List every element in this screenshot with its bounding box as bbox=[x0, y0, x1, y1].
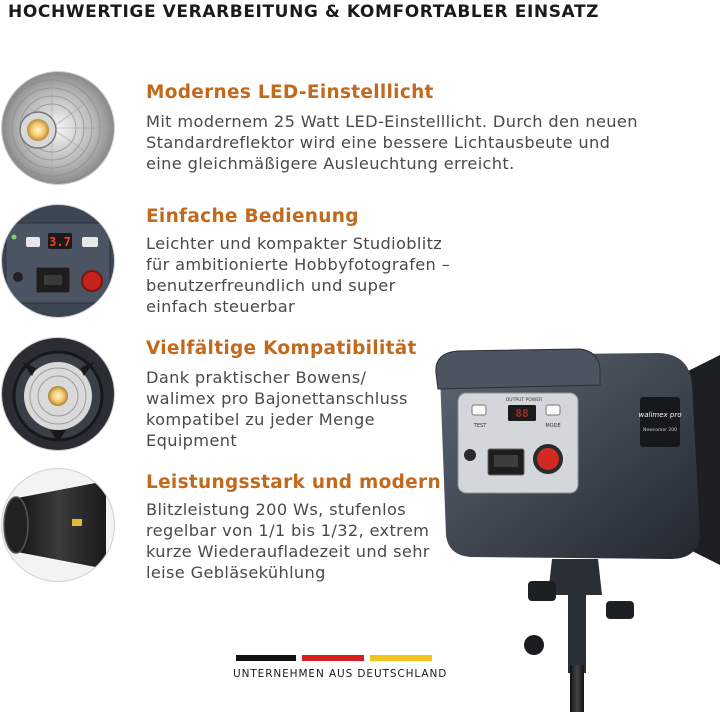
mode-label: MODE bbox=[545, 423, 561, 429]
feature-title: Leistungsstark und modern bbox=[146, 472, 441, 493]
feature-line: Standardreflektor wird eine bessere Lichtausbeute und bbox=[146, 133, 611, 152]
feature-line: einfach steuerbar bbox=[146, 297, 296, 316]
control-panel-icon bbox=[2, 205, 114, 317]
feature-line: Leichter und kompakter Studioblitz bbox=[146, 234, 443, 253]
feature-line: walimex pro Bajonettanschluss bbox=[146, 389, 408, 408]
feature-line: Equipment bbox=[146, 431, 238, 450]
power-display: 88 bbox=[515, 407, 529, 420]
feature-line: kompatibel zu jeder Menge bbox=[146, 410, 375, 429]
feature-line: für ambitionierte Hobbyfotografen – bbox=[146, 255, 451, 274]
brand-label: walimex pro bbox=[638, 411, 682, 419]
led-reflector-icon bbox=[2, 72, 114, 184]
feature-line: benutzerfreundlich und super bbox=[146, 276, 396, 295]
feature-line: eine gleichmäßigere Ausleuchtung erreicht. bbox=[146, 154, 515, 173]
feature-title: Einfache Bedienung bbox=[146, 206, 359, 227]
page-title: HOCHWERTIGE VERARBEITUNG & KOMFORTABLER EINSATZ bbox=[8, 2, 600, 22]
feature-description bbox=[146, 233, 450, 317]
reflector-icon bbox=[2, 469, 114, 581]
flag-stripe-red bbox=[302, 655, 364, 661]
bayonet-mount-icon bbox=[2, 338, 114, 450]
studio-flash-image bbox=[430, 345, 720, 712]
feature-line: Mit modernem 25 Watt LED-Einstelllicht. Durch den neuen bbox=[146, 112, 638, 131]
feature-line: Blitzleistung 200 Ws, stufenlos bbox=[146, 500, 407, 519]
feature-title: Modernes LED-Einstelllicht bbox=[146, 82, 434, 103]
feature-description bbox=[146, 367, 408, 451]
feature-line: kurze Wiederaufladezeit und sehr bbox=[146, 542, 430, 561]
model-label: Newcomer 200 bbox=[642, 428, 678, 433]
flag-stripe-black bbox=[236, 655, 296, 661]
feature-line: regelbar von 1/1 bis 1/32, extrem bbox=[146, 521, 430, 540]
segment-display: 3.7 bbox=[49, 235, 71, 249]
feature-line: Dank praktischer Bowens/ bbox=[146, 368, 367, 387]
footer-text: UNTERNEHMEN AUS DEUTSCHLAND bbox=[233, 668, 448, 680]
feature-title: Vielfältige Kompatibilität bbox=[146, 338, 417, 359]
output-label: OUTPUT POWER bbox=[505, 398, 543, 403]
flag-stripe-gold bbox=[370, 655, 432, 661]
feature-description bbox=[146, 111, 638, 174]
feature-description bbox=[146, 499, 430, 583]
test-label: TEST bbox=[473, 423, 487, 429]
feature-line: leise Gebläsekühlung bbox=[146, 563, 326, 582]
